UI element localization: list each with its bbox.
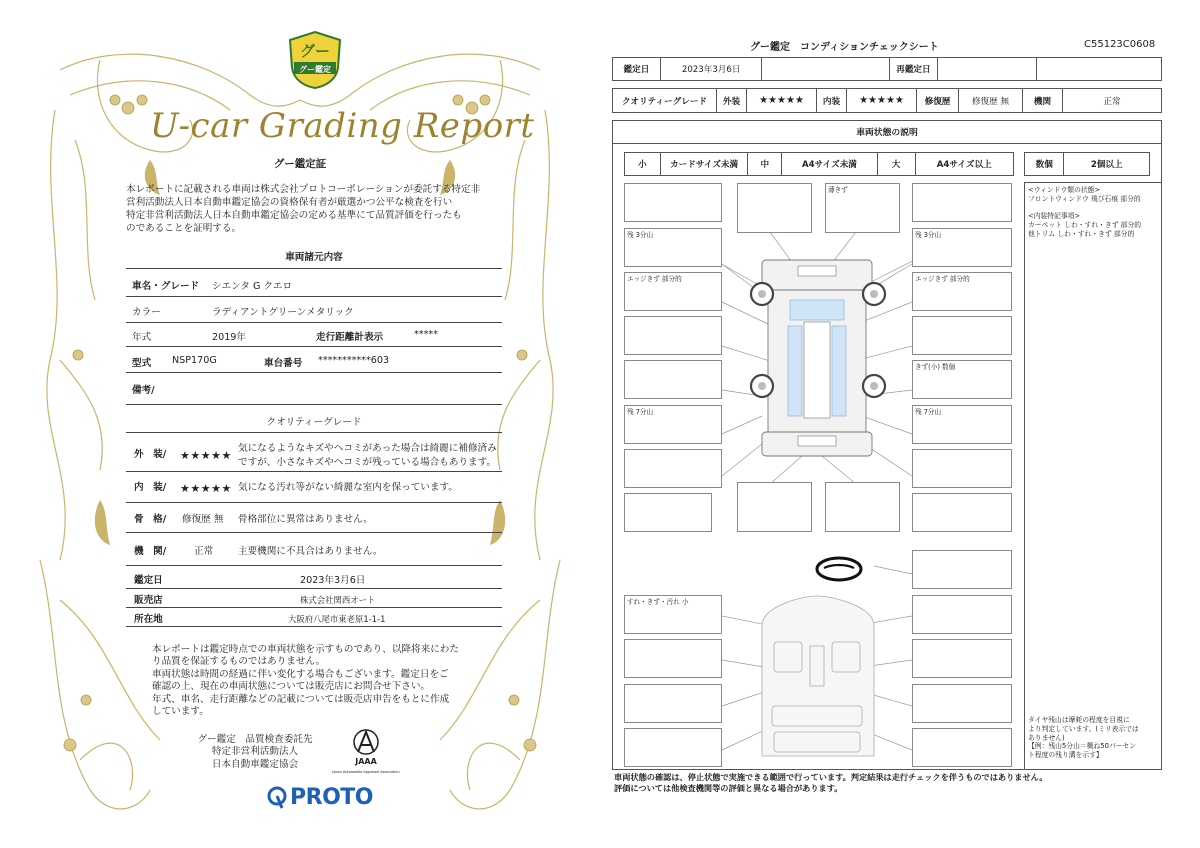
- date-blank: [762, 58, 890, 80]
- interior-stars: ★★★★★: [180, 482, 232, 495]
- steering-wheel-icon: [817, 558, 861, 580]
- diagram-box: [825, 482, 900, 532]
- commission-line: 日本自動車鑑定協会: [211, 758, 299, 770]
- engine-value: 正常: [194, 546, 214, 557]
- side-note-line: <ウィンドウ類の状態>: [1028, 186, 1101, 194]
- diagram-box: [737, 482, 812, 532]
- tire-note-line: 【例：残山5分山＝概ね50パーセン: [1028, 742, 1136, 751]
- footer-line: 評価については他検査機関等の評価と異なる場合があります。: [614, 783, 843, 793]
- intro-line: 本レポートに記載される車両は株式会社プロトコーポレーションが委託する特定非: [126, 184, 481, 195]
- goo-kantei-logo: [286, 30, 344, 90]
- tire-note-line: より判定しています。(ミリ表示では: [1028, 724, 1139, 733]
- frame-label: 骨 格/: [134, 514, 167, 525]
- divider: [126, 588, 502, 589]
- tire-note-line: ありません): [1028, 733, 1065, 742]
- interior-label: 内 装/: [134, 482, 167, 493]
- diagram-box: [624, 449, 722, 488]
- divider: [126, 268, 502, 269]
- divider: [126, 565, 502, 566]
- address-label: 所在地: [134, 614, 163, 625]
- goo-logo-text: グー鑑定: [299, 65, 331, 74]
- diagram-box: [912, 316, 1012, 355]
- engine-label: 機 関/: [134, 546, 167, 557]
- side-note-line: <内装特記事項>: [1028, 212, 1081, 221]
- repair-label: 修復歴: [917, 89, 959, 112]
- side-notes: [1024, 182, 1162, 770]
- divider: [126, 346, 502, 347]
- date-label: 鑑定日: [613, 58, 661, 80]
- right-front-tire-box: 残 3分山: [912, 228, 1012, 267]
- exterior-stars: ★★★★★: [747, 89, 817, 112]
- intro-line: 営利活動法人日本自動車鑑定協会の資格保有者が厳選かつ公平な検査を行い: [126, 197, 453, 208]
- notice-line: 年式、車名、走行距離などの記載については販売店申告をもとに作成: [152, 693, 450, 705]
- exterior-stars: ★★★★★: [180, 449, 232, 462]
- commission-line: グー鑑定 品質検査委託先: [197, 734, 313, 745]
- tire-note: [1028, 716, 1160, 760]
- divider: [126, 322, 502, 323]
- steering-box: [912, 550, 1012, 589]
- diagram-box: [912, 639, 1012, 678]
- model-value: NSP170G: [172, 355, 217, 366]
- notice-line: り品質を保証するものではありません。: [152, 656, 326, 668]
- jaaa-emblem: [332, 728, 400, 778]
- intro-line: 特定非営利活動法人日本自動車鑑定協会の定める基準にて品質評価を行ったも: [126, 210, 462, 221]
- notice-line: しています。: [152, 706, 209, 718]
- date-row: [612, 57, 1162, 81]
- diagram-box: [624, 316, 722, 355]
- diagram-box: [624, 360, 722, 399]
- quality-title: クオリティーグレード: [266, 417, 362, 428]
- legend-large-value: A4サイズ以上: [936, 160, 992, 170]
- intro-line: のであることを証明する。: [126, 223, 242, 234]
- date-blank: [1037, 58, 1161, 80]
- divider: [126, 626, 502, 627]
- diagram-box: [912, 728, 1012, 767]
- divider: [126, 404, 502, 405]
- diagram-box: [624, 183, 722, 222]
- re-appraisal-value: [938, 58, 1038, 80]
- mileage-value: *****: [414, 329, 438, 340]
- address-value: 大阪府八尾市東老原1-1-1: [288, 614, 386, 624]
- commission-block: [180, 734, 330, 771]
- sheet-footer: [614, 772, 1048, 794]
- exterior-label: 外 装/: [134, 449, 167, 460]
- exterior-label: 外装: [717, 89, 747, 112]
- car-name-label: 車名・グレード: [132, 281, 200, 292]
- legend-mid-value: A4サイズ未満: [782, 153, 877, 175]
- divider: [126, 532, 502, 533]
- svg-text:グー: グー: [299, 42, 331, 60]
- proto-mark-icon: [266, 786, 288, 810]
- count-legend: [1024, 152, 1150, 176]
- diagram-box: [912, 684, 1012, 723]
- sheet-title: グー鑑定 コンディションチェックシート: [750, 42, 939, 53]
- re-appraisal-label: 再鑑定日: [890, 58, 938, 80]
- divider: [126, 432, 502, 433]
- exterior-note: ですが、小さなキズやヘコミが残っている場合もあります。: [238, 457, 497, 468]
- certificate-subtitle: グー鑑定証: [273, 158, 327, 170]
- interior-label: 内装: [817, 89, 847, 112]
- notice-line: 本レポートは鑑定時点での車両状態を示すものであり、以降将来にわた: [152, 644, 459, 655]
- engine-label: 機関: [1023, 89, 1063, 112]
- frame-value: 修復歴 無: [182, 514, 224, 525]
- divider: [126, 607, 502, 608]
- divider: [126, 372, 502, 373]
- legend-small-value: カードサイズ未満: [661, 153, 749, 175]
- condition-check-sheet: [600, 0, 1200, 848]
- condition-title: 車両状態の説明: [612, 120, 1162, 144]
- specs-title: 車両諸元内容: [285, 252, 343, 263]
- interior-left-box: すれ・きず・汚れ 小: [624, 595, 722, 634]
- year-value: 2019年: [212, 332, 247, 343]
- divider: [126, 471, 502, 472]
- engine-note: 主要機関に不具合はありません。: [238, 546, 383, 557]
- grade-label: クオリティーグレード: [613, 89, 717, 112]
- jaaa-text: JAAA: [355, 757, 377, 766]
- legend-large-label: 大: [878, 153, 916, 175]
- notice-line: 確認の上、現在の車両状態については販売店にお問合せ下さい。: [152, 681, 431, 693]
- tire-note-line: タイヤ残山は摩耗の程度を目視に: [1028, 716, 1130, 724]
- size-legend: [624, 152, 1014, 176]
- right-small-scratch-box: きず(小) 数個: [912, 360, 1012, 399]
- repair-value: 修復歴 無: [959, 89, 1023, 112]
- appraisal-date-label: 鑑定日: [134, 575, 163, 586]
- date-value: 2023年3月6日: [661, 58, 763, 80]
- engine-value: 正常: [1103, 96, 1121, 107]
- interior-stars: ★★★★★: [847, 89, 917, 112]
- legend-small-label: 小: [625, 153, 661, 175]
- side-note-line: フロントウィンドウ 飛び石痕 部分的: [1028, 194, 1141, 203]
- top-right-scratch-box: 薄きず: [825, 183, 900, 233]
- footer-line: 車両状態の確認は、停止状態で実施できる範囲で行っています。判定結果は走行チェックを伴うものではありません。: [614, 772, 1048, 782]
- proto-logo-text: PROTO: [290, 785, 373, 810]
- model-label: 型式: [132, 358, 152, 369]
- legend-count-label: 数個: [1025, 153, 1064, 175]
- diagram-box: [624, 684, 722, 723]
- mileage-label: 走行距離計表示: [316, 332, 384, 343]
- legend-mid-label: 中: [748, 153, 782, 175]
- jaaa-subtext: Japan Automobile Appraisal Association: [332, 770, 400, 774]
- sheet-code: C55123C0608: [1084, 39, 1156, 50]
- left-rear-tire-box: 残 7分山: [624, 405, 722, 444]
- right-edge-box: エッジきず 部分的: [912, 272, 1012, 311]
- diagram-box: [912, 493, 1012, 532]
- diagram-box: [624, 639, 722, 678]
- interior-note: 気になる汚れ等がない綺麗な室内を保っています。: [238, 482, 458, 493]
- side-note-line: カーペット しわ・すれ・きず 部分的: [1028, 221, 1142, 230]
- certificate-notice: [152, 644, 492, 718]
- tire-note-line: ト程度の残り溝を示す】: [1028, 751, 1103, 760]
- left-front-tire-box: 残 3分山: [624, 228, 722, 267]
- legend-count-value: 2個以上: [1090, 160, 1123, 170]
- divider: [126, 502, 502, 503]
- divider: [126, 296, 502, 297]
- diagram-box: [624, 728, 722, 767]
- diagram-box: [624, 493, 712, 532]
- diagram-box: [912, 183, 1012, 222]
- chassis-label: 車台番号: [264, 358, 303, 369]
- notice-line: 車両状態は時間の経過に伴い変化する場合もございます。鑑定日をご: [152, 668, 449, 680]
- commission-line: 特定非営利活動法人: [211, 746, 299, 758]
- year-label: 年式: [132, 332, 152, 343]
- right-rear-tire-box: 残 7分山: [912, 405, 1012, 444]
- side-note-line: 他トリム しわ・すれ・きず 部分的: [1028, 229, 1135, 238]
- dealer-value: 株式会社関西オート: [300, 595, 376, 605]
- dealer-label: 販売店: [134, 595, 163, 606]
- certificate-intro: [126, 183, 506, 235]
- color-value: ラディアントグリーンメタリック: [212, 307, 354, 318]
- exterior-note: 気になるようなキズやヘコミがあった場合は綺麗に補修済み: [238, 443, 497, 454]
- remarks-label: 備考/: [132, 385, 155, 396]
- car-name-value: シエンタ G クエロ: [212, 281, 293, 292]
- color-label: カラー: [132, 307, 161, 318]
- diagram-box: [912, 449, 1012, 488]
- diagram-box: [737, 183, 812, 233]
- grade-row: [612, 88, 1162, 113]
- chassis-value: ***********603: [318, 355, 390, 366]
- left-edge-box: エッジきず 部分的: [624, 272, 722, 311]
- report-script-title: U-car Grading Report: [150, 106, 535, 146]
- appraisal-date-value: 2023年3月6日: [300, 575, 366, 586]
- frame-note: 骨格部位に異常はありません。: [238, 514, 373, 525]
- diagram-box: [912, 595, 1012, 634]
